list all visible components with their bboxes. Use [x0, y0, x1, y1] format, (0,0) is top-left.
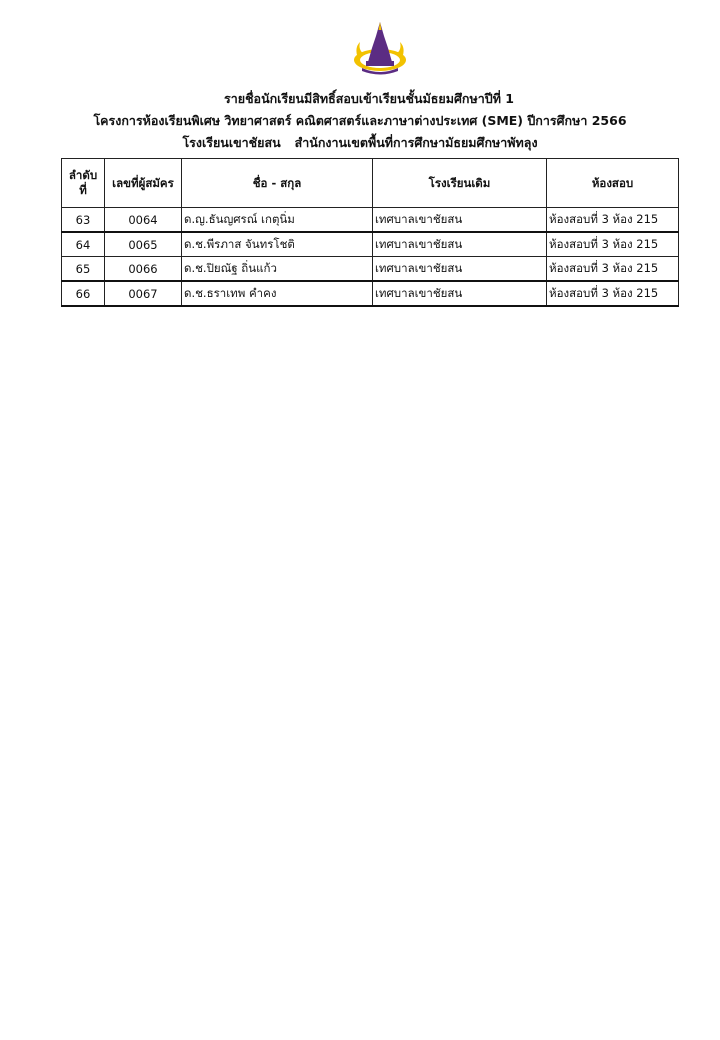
- col-name-header: ชื่อ - สกุล: [182, 159, 373, 208]
- table-row: [62, 281, 679, 306]
- table-row: [62, 208, 679, 233]
- cell-applicant-no: 0064: [105, 208, 182, 233]
- table-row: [62, 257, 679, 282]
- col-prev-school-header: โรงเรียนเดิม: [373, 159, 547, 208]
- col-exam-room-header: ห้องสอบ: [547, 159, 679, 208]
- cell-applicant-no: 0066: [105, 257, 182, 282]
- cell-order: 65: [62, 257, 105, 282]
- cell-exam-room: ห้องสอบที่ 3 ห้อง 215: [547, 232, 679, 257]
- cell-applicant-no: 0065: [105, 232, 182, 257]
- heading-line-3: [0, 132, 720, 154]
- cell-exam-room: ห้องสอบที่ 3 ห้อง 215: [547, 208, 679, 233]
- heading-school: โรงเรียนเขาชัยสน: [182, 135, 281, 150]
- cell-order: 63: [62, 208, 105, 233]
- heading-line-1: รายชื่อนักเรียนมีสิทธิ์สอบเข้าเรียนชั้นมัธยมศึกษาปีที่ 1: [224, 91, 514, 106]
- school-emblem-icon: [344, 18, 416, 78]
- cell-name: ด.ญ.ธันญศรณ์ เกตุนิ่ม: [182, 208, 373, 233]
- cell-applicant-no: 0067: [105, 281, 182, 306]
- cell-prev-school: เทศบาลเขาชัยสน: [373, 232, 547, 257]
- cell-order: 64: [62, 232, 105, 257]
- student-roster-table: [61, 158, 679, 307]
- cell-name: ด.ช.ปิยณัฐ ถิ่นแก้ว: [182, 257, 373, 282]
- col-applicant-no-header: เลขที่ผู้สมัคร: [105, 159, 182, 208]
- cell-prev-school: เทศบาลเขาชัยสน: [373, 281, 547, 306]
- cell-prev-school: เทศบาลเขาชัยสน: [373, 257, 547, 282]
- cell-prev-school: เทศบาลเขาชัยสน: [373, 208, 547, 233]
- document-heading: [0, 88, 720, 154]
- cell-exam-room: ห้องสอบที่ 3 ห้อง 215: [547, 257, 679, 282]
- cell-name: ด.ช.ธราเทพ คำคง: [182, 281, 373, 306]
- table-header-row: [62, 159, 679, 208]
- cell-order: 66: [62, 281, 105, 306]
- col-order-header: ลำดับ ที่: [62, 159, 105, 208]
- heading-line-2: โครงการห้องเรียนพิเศษ วิทยาศาสตร์ คณิตศาสตร์และภาษาต่างประเทศ (SME) ปีการศึกษา 2566: [93, 113, 627, 128]
- emblem-plinth: [366, 61, 394, 66]
- table-row: [62, 232, 679, 257]
- cell-name: ด.ช.พีรภาส จันทรโชติ: [182, 232, 373, 257]
- heading-office: สำนักงานเขตพื้นที่การศึกษามัธยมศึกษาพัทลุง: [294, 135, 538, 150]
- cell-exam-room: ห้องสอบที่ 3 ห้อง 215: [547, 281, 679, 306]
